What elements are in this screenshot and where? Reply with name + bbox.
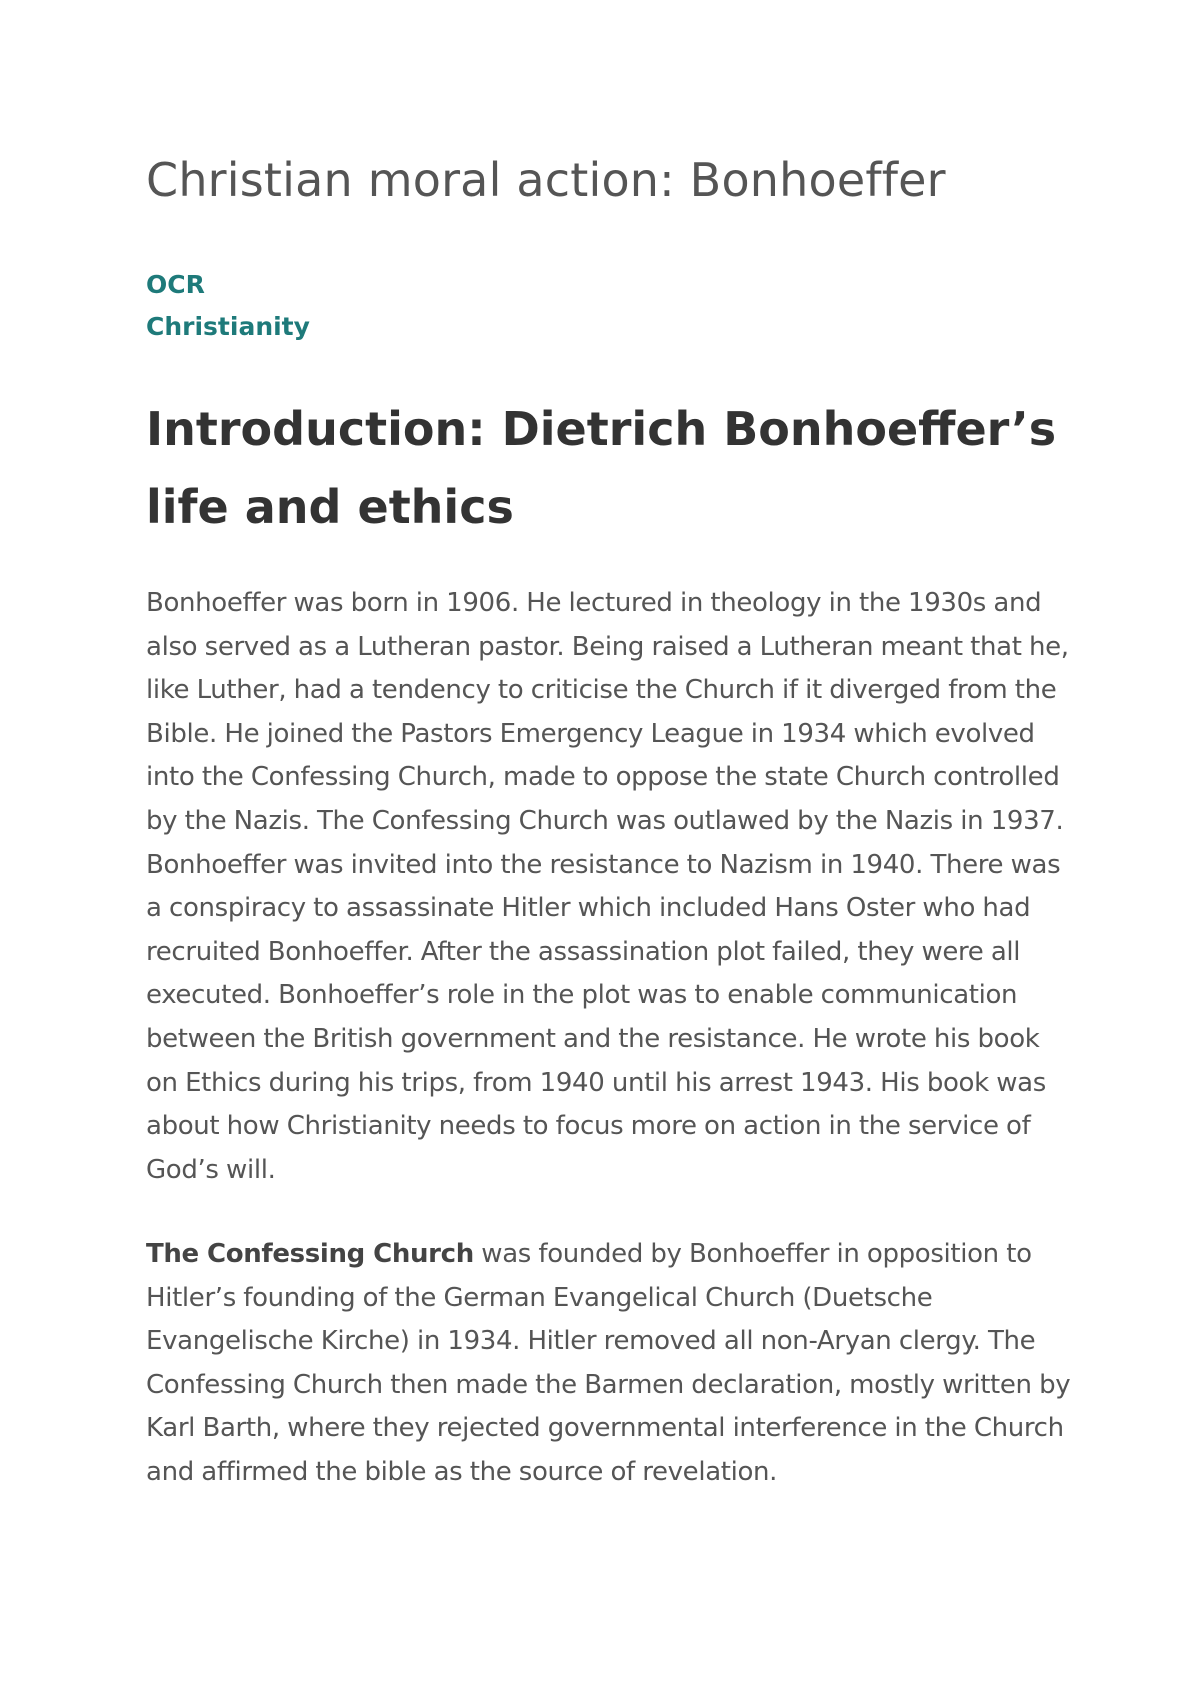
section-heading: Introduction: Dietrich Bonhoeffer’s life and ethics — [146, 402, 1057, 534]
paragraph-confessing-church — [146, 1233, 1076, 1495]
tag-subject[interactable]: Christianity — [146, 312, 310, 341]
paragraph-intro: Bonhoeffer was born in 1906. He lectured in theology in the 1930s and also served as a Lutheran pastor. Being raised a Lutheran meant that he, like Luther, had a tendency to criticise the Church if it diverged from the Bible. He joined the Pastors Emergency League in 1934 which evolved into the Confessing Church, made to oppose the state Church controlled by the Nazis. The Confessing Church was outlawed by the Nazis in 1937. Bonhoeffer was invited into the resistance to Nazism in 1940. There was a conspiracy to assassinate Hitler which included Hans Oster who had recruited Bonhoeffer. After the assassination plot failed, they were all executed. Bonhoeffer’s role in the plot was to enable communication between the British government and the resistance. He wrote his book on Ethics during his trips, from 1940 until his arrest 1943. His book was about how Christianity needs to focus more on action in the service of God’s will. — [146, 588, 1069, 1185]
tag-exam-board[interactable]: OCR — [146, 270, 205, 299]
paragraph-confessing-church-text: was founded by Bonhoeffer in opposition to Hitler’s founding of the German Evangelical Church (Duetsche Evangelische Kirche) in 1934. Hitler removed all non-Aryan clergy. The Confessing Church then made the Barmen declaration, mostly written by Karl Barth, where they rejected governmental interference in the Church and affirmed the bible as the source of revelation. — [146, 1239, 1071, 1487]
document-title: Christian moral action: Bonhoeffer — [146, 153, 946, 207]
confessing-church-term: The Confessing Church — [146, 1239, 474, 1269]
tag-list — [146, 264, 310, 348]
